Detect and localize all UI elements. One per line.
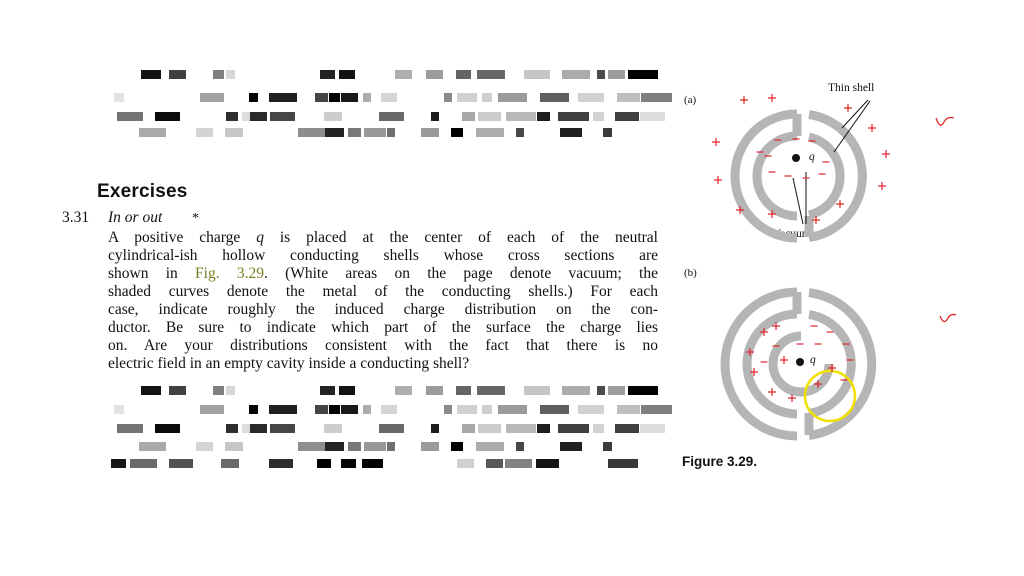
exercise-title: In or out <box>108 209 163 226</box>
exercise-line-8: electric field in an empty cavity inside a conducting shell? <box>108 355 470 372</box>
plus-charge-mark <box>712 138 720 146</box>
difficulty-star: * <box>192 211 199 226</box>
figure-link[interactable]: Fig. 3.29 <box>195 265 264 282</box>
charge-label-b: q <box>810 354 816 366</box>
thin-shell-label: Thin shell <box>828 82 875 94</box>
plus-charge-mark <box>882 150 890 158</box>
exercise-line-3: shown in Fig. 3.29. (White areas on the page denote vacuum; the <box>108 265 658 282</box>
conducting-shells <box>725 114 872 436</box>
figure-caption: Figure 3.29. <box>682 454 758 469</box>
exercises-heading: Exercises <box>97 181 188 202</box>
thin-shell-leader-1 <box>842 100 868 128</box>
vacuum-label: Vacuum <box>773 228 811 240</box>
exercise-number: 3.31 <box>62 209 90 226</box>
plus-charge-mark <box>868 124 876 132</box>
exercise-line-7: on. Are your distributions consistent with the fact that there is no <box>108 337 658 354</box>
exercise-line-1: A positive charge q is placed at the center of each of the neutral <box>108 229 658 246</box>
plus-charge-mark <box>768 94 776 102</box>
panel-a-label: (a) <box>684 94 697 106</box>
plus-charge-mark <box>836 200 844 208</box>
panel-b-label: (b) <box>684 267 697 279</box>
plus-charge-mark <box>878 182 886 190</box>
point-charge-b <box>796 358 804 366</box>
shell-a-inner-right <box>809 137 840 215</box>
exercise-line-4: shaded curves denote the metal of the conducting shells.) For each <box>108 283 658 300</box>
plus-charge-mark <box>768 388 776 396</box>
plus-charge-mark <box>844 104 852 112</box>
plus-charge-mark <box>740 96 748 104</box>
exercise-line-6: ductor. Be sure to indicate which part of the surface the charge lies <box>108 319 658 336</box>
exercise-line-5: case, indicate roughly the induced charge distribution on the con- <box>108 301 658 318</box>
check-scribble-b <box>940 314 956 321</box>
point-charge-a <box>792 154 800 162</box>
check-scribble-a <box>936 118 954 126</box>
plus-charge-mark <box>780 356 788 364</box>
charge-label-a: q <box>809 151 815 163</box>
exercise-line-2: cylindrical-ish hollow conducting shells whose cross sections are <box>108 247 658 264</box>
plus-charge-mark <box>714 176 722 184</box>
